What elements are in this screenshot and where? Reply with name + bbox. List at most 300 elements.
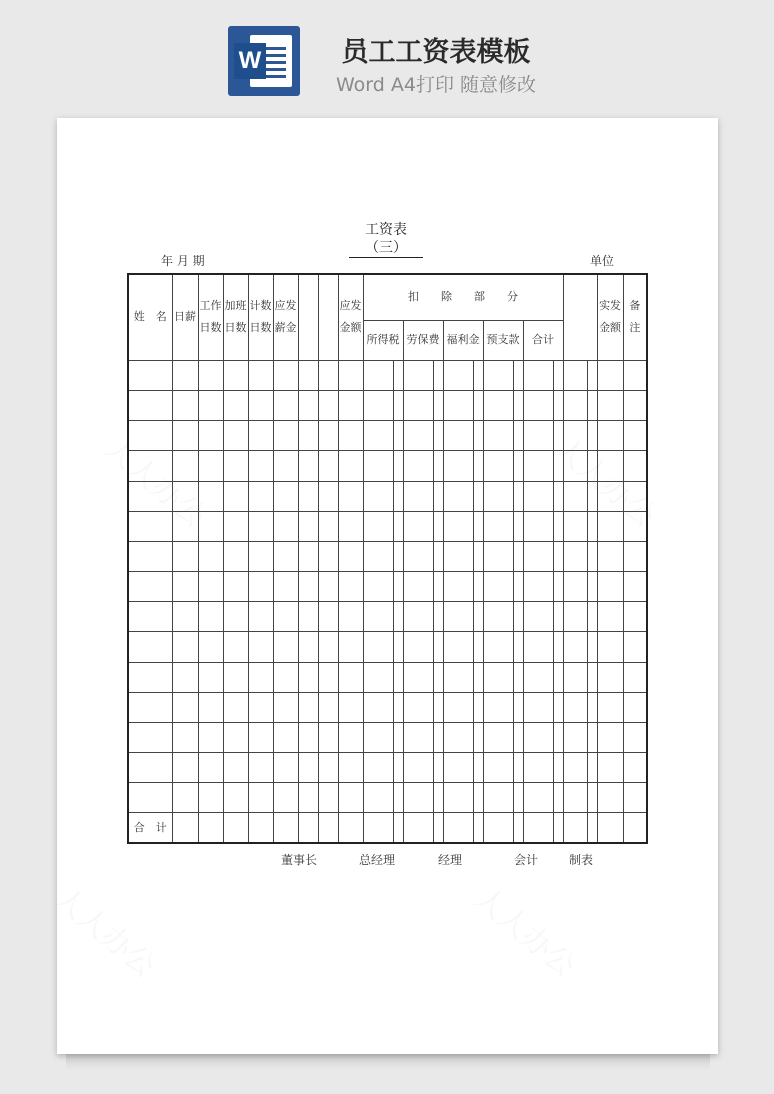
table-cell (393, 360, 403, 390)
table-cell (433, 752, 443, 782)
table-row (128, 572, 647, 602)
table-cell (623, 722, 647, 752)
table-cell (553, 360, 563, 390)
table-cell (473, 632, 483, 662)
table-cell (483, 602, 513, 632)
total-row (128, 813, 647, 843)
table-cell (623, 572, 647, 602)
table-cell (248, 752, 273, 782)
table-cell (597, 541, 623, 571)
table-cell (553, 662, 563, 692)
table-cell (433, 391, 443, 421)
col-name: 姓 名 (128, 274, 172, 360)
table-cell (128, 541, 172, 571)
table-row (128, 752, 647, 782)
table-cell (172, 541, 198, 571)
table-cell (172, 421, 198, 451)
table-cell (597, 813, 623, 843)
table-cell (513, 360, 523, 390)
table-cell (223, 813, 248, 843)
table-cell (128, 360, 172, 390)
table-cell (172, 783, 198, 813)
table-cell (128, 602, 172, 632)
table-cell (473, 360, 483, 390)
table-cell (363, 421, 393, 451)
table-cell (248, 451, 273, 481)
table-cell (273, 692, 298, 722)
table-cell (318, 481, 338, 511)
table-cell (338, 692, 363, 722)
table-cell (298, 752, 318, 782)
table-cell (553, 722, 563, 752)
table-cell (433, 722, 443, 752)
table-cell (587, 632, 597, 662)
table-cell (597, 572, 623, 602)
col-deductions: 扣 除 部 分 (363, 274, 563, 320)
table-cell (363, 783, 393, 813)
table-cell (523, 541, 553, 571)
table-cell (198, 752, 223, 782)
table-cell (198, 541, 223, 571)
table-cell (273, 481, 298, 511)
table-cell (523, 391, 553, 421)
table-cell (198, 360, 223, 390)
table-cell (128, 632, 172, 662)
table-cell (513, 722, 523, 752)
table-cell (318, 813, 338, 843)
table-row (128, 602, 647, 632)
table-cell (443, 722, 473, 752)
col-welfare: 福利金 (443, 320, 483, 360)
table-cell (473, 451, 483, 481)
table-cell (393, 632, 403, 662)
table-cell (172, 602, 198, 632)
table-cell (198, 602, 223, 632)
table-cell (433, 360, 443, 390)
col-labor-ins: 劳保费 (403, 320, 443, 360)
table-cell (513, 692, 523, 722)
table-cell (443, 391, 473, 421)
table-cell (273, 602, 298, 632)
table-cell (433, 662, 443, 692)
table-cell (553, 451, 563, 481)
table-cell (198, 692, 223, 722)
table-cell (338, 572, 363, 602)
page-shadow (66, 1054, 710, 1070)
table-cell (597, 632, 623, 662)
col-wage (273, 274, 298, 360)
table-cell (523, 421, 553, 451)
table-cell (483, 752, 513, 782)
table-cell (553, 602, 563, 632)
col-blank (318, 274, 338, 360)
table-cell (393, 692, 403, 722)
table-cell (563, 662, 587, 692)
table-cell (597, 421, 623, 451)
table-cell (248, 421, 273, 451)
table-cell (298, 813, 318, 843)
table-cell (483, 692, 513, 722)
table-cell (298, 662, 318, 692)
table-cell (128, 722, 172, 752)
table-cell (318, 421, 338, 451)
unit-label: 单位 (590, 254, 615, 268)
table-cell (443, 602, 473, 632)
table-cell (128, 783, 172, 813)
table-cell (403, 662, 433, 692)
table-cell (393, 752, 403, 782)
table-cell (553, 752, 563, 782)
table-cell (443, 481, 473, 511)
table-cell (172, 662, 198, 692)
table-cell (553, 813, 563, 843)
col-work-days (198, 274, 223, 360)
header-line: 金额 (339, 321, 362, 335)
table-cell (563, 632, 587, 662)
table-cell (553, 783, 563, 813)
table-cell (587, 421, 597, 451)
table-cell (198, 722, 223, 752)
table-cell (433, 421, 443, 451)
table-cell (338, 722, 363, 752)
table-cell (433, 572, 443, 602)
table-cell (597, 783, 623, 813)
table-cell (198, 511, 223, 541)
table-cell (172, 722, 198, 752)
table-cell (223, 360, 248, 390)
table-cell (513, 602, 523, 632)
table-cell (433, 602, 443, 632)
table-cell (363, 511, 393, 541)
table-cell (338, 602, 363, 632)
table-cell (443, 692, 473, 722)
table-cell (273, 752, 298, 782)
table-cell (363, 541, 393, 571)
table-cell (172, 360, 198, 390)
salary-table (127, 273, 648, 844)
table-cell (597, 752, 623, 782)
table-cell (248, 602, 273, 632)
table-cell (443, 511, 473, 541)
table-cell (318, 451, 338, 481)
table-cell (597, 722, 623, 752)
table-cell (172, 813, 198, 843)
table-cell (623, 752, 647, 782)
header-line: 工作 (199, 299, 222, 313)
table-cell (513, 783, 523, 813)
table-cell (483, 813, 513, 843)
table-cell (223, 421, 248, 451)
table-cell (172, 632, 198, 662)
table-cell (443, 572, 473, 602)
table-cell (443, 752, 473, 782)
table-cell (523, 662, 553, 692)
table-cell (483, 511, 513, 541)
table-cell (623, 481, 647, 511)
table-cell (513, 391, 523, 421)
table-cell (433, 692, 443, 722)
header-line: 薪金 (274, 321, 297, 335)
table-cell (587, 662, 597, 692)
table-cell (318, 572, 338, 602)
table-cell (223, 752, 248, 782)
table-cell (523, 752, 553, 782)
table-cell (587, 813, 597, 843)
table-cell (597, 511, 623, 541)
table-cell (563, 360, 587, 390)
table-cell (298, 632, 318, 662)
table-cell (443, 783, 473, 813)
table-cell (623, 421, 647, 451)
table-cell (338, 421, 363, 451)
table-cell (563, 783, 587, 813)
table-cell (298, 692, 318, 722)
table-cell (553, 421, 563, 451)
table-cell (128, 752, 172, 782)
sign-manager: 经理 (438, 853, 463, 867)
table-cell (483, 421, 513, 451)
table-cell (587, 752, 597, 782)
table-cell (128, 391, 172, 421)
table-cell (298, 360, 318, 390)
table-cell (363, 602, 393, 632)
table-cell (523, 511, 553, 541)
table-cell (513, 511, 523, 541)
table-cell (473, 541, 483, 571)
table-cell (483, 662, 513, 692)
table-cell (172, 451, 198, 481)
table-cell (393, 421, 403, 451)
table-cell (318, 692, 338, 722)
col-blank (563, 274, 597, 360)
table-cell (298, 451, 318, 481)
table-cell (473, 572, 483, 602)
table-cell (248, 783, 273, 813)
table-cell (563, 692, 587, 722)
table-cell (513, 572, 523, 602)
table-cell (473, 481, 483, 511)
table-cell (393, 662, 403, 692)
table-cell (248, 722, 273, 752)
col-advance: 预支款 (483, 320, 523, 360)
table-row (128, 783, 647, 813)
table-cell (623, 632, 647, 662)
col-net (597, 274, 623, 360)
table-cell (513, 541, 523, 571)
table-cell (623, 692, 647, 722)
table-cell (338, 632, 363, 662)
table-cell (587, 541, 597, 571)
table-cell (623, 451, 647, 481)
table-cell (587, 360, 597, 390)
table-cell (198, 662, 223, 692)
table-cell (563, 391, 587, 421)
table-cell (172, 752, 198, 782)
table-cell (403, 813, 433, 843)
table-cell (363, 752, 393, 782)
table-cell (248, 632, 273, 662)
table-cell (523, 783, 553, 813)
table-cell (597, 481, 623, 511)
table-cell (223, 511, 248, 541)
table-row (128, 481, 647, 511)
table-cell (198, 813, 223, 843)
table-cell (393, 391, 403, 421)
table-cell (318, 541, 338, 571)
sign-accountant: 会计 (514, 853, 539, 867)
table-cell (623, 783, 647, 813)
table-cell (248, 541, 273, 571)
table-cell (363, 632, 393, 662)
table-cell (587, 602, 597, 632)
table-cell (318, 391, 338, 421)
table-cell (128, 662, 172, 692)
header-line: 日数 (224, 321, 247, 335)
table-cell (473, 722, 483, 752)
table-cell (403, 541, 433, 571)
table-cell (273, 451, 298, 481)
table-cell (563, 541, 587, 571)
table-cell (443, 662, 473, 692)
table-cell (597, 451, 623, 481)
table-cell (513, 481, 523, 511)
table-cell (523, 692, 553, 722)
table-cell (393, 572, 403, 602)
table-cell (443, 813, 473, 843)
table-cell (587, 722, 597, 752)
table-cell (563, 481, 587, 511)
table-cell (338, 360, 363, 390)
header-line: 备 (629, 299, 641, 313)
col-gross (338, 274, 363, 360)
table-cell (393, 602, 403, 632)
table-cell (553, 632, 563, 662)
table-cell (403, 692, 433, 722)
table-cell (318, 722, 338, 752)
table-cell (403, 722, 433, 752)
table-cell (563, 451, 587, 481)
table-cell (483, 541, 513, 571)
header-row (128, 274, 647, 320)
table-cell (172, 481, 198, 511)
table-cell (403, 391, 433, 421)
header-line: 计数 (249, 299, 272, 313)
table-cell (223, 783, 248, 813)
table-cell (563, 813, 587, 843)
table-row (128, 632, 647, 662)
table-cell (597, 692, 623, 722)
page-title: 员工工资表模板 (341, 37, 531, 68)
table-cell (273, 541, 298, 571)
table-cell (523, 360, 553, 390)
table-cell (587, 511, 597, 541)
table-cell (363, 391, 393, 421)
table-cell (403, 360, 433, 390)
table-cell (198, 632, 223, 662)
table-cell (403, 421, 433, 451)
table-cell (318, 662, 338, 692)
sign-chairman: 董事长 (281, 853, 318, 867)
table-cell (318, 511, 338, 541)
table-cell (433, 783, 443, 813)
table-cell (483, 632, 513, 662)
table-cell (248, 481, 273, 511)
table-cell (443, 632, 473, 662)
header-line: 实发 (599, 299, 622, 313)
table-cell (433, 632, 443, 662)
table-cell (393, 722, 403, 752)
table-cell (248, 360, 273, 390)
table-cell (128, 692, 172, 722)
table-cell (223, 632, 248, 662)
table-cell (128, 572, 172, 602)
table-cell (473, 421, 483, 451)
table-cell (273, 662, 298, 692)
table-cell (623, 813, 647, 843)
table-cell (248, 813, 273, 843)
table-cell (523, 632, 553, 662)
table-cell (338, 662, 363, 692)
table-row (128, 692, 647, 722)
table-cell (223, 662, 248, 692)
table-cell (273, 360, 298, 390)
table-cell (172, 511, 198, 541)
table-cell (623, 602, 647, 632)
table-cell (523, 572, 553, 602)
table-cell (393, 813, 403, 843)
table-cell (393, 541, 403, 571)
table-cell (223, 692, 248, 722)
table-row (128, 662, 647, 692)
table-cell (363, 481, 393, 511)
header-line: 日数 (249, 321, 272, 335)
table-cell (273, 783, 298, 813)
table-cell (563, 722, 587, 752)
table-cell (433, 511, 443, 541)
table-cell (338, 541, 363, 571)
table-cell (403, 451, 433, 481)
table-cell (563, 752, 587, 782)
word-icon (228, 26, 300, 96)
table-cell (483, 722, 513, 752)
table-cell (298, 541, 318, 571)
table-cell (338, 451, 363, 481)
table-cell (172, 391, 198, 421)
table-cell (298, 511, 318, 541)
header-line: 加班 (224, 299, 247, 313)
table-cell (513, 813, 523, 843)
table-cell (433, 481, 443, 511)
table-cell (338, 813, 363, 843)
table-cell (433, 541, 443, 571)
table-cell (443, 541, 473, 571)
table-cell (597, 360, 623, 390)
table-cell (403, 511, 433, 541)
table-cell (338, 481, 363, 511)
table-cell (248, 511, 273, 541)
table-cell (273, 813, 298, 843)
table-cell (363, 722, 393, 752)
table-cell (298, 481, 318, 511)
table-cell (597, 662, 623, 692)
table-cell (553, 692, 563, 722)
table-cell (433, 451, 443, 481)
table-cell (318, 783, 338, 813)
table-cell (338, 511, 363, 541)
table-cell (393, 451, 403, 481)
table-cell (473, 813, 483, 843)
table-row (128, 391, 647, 421)
